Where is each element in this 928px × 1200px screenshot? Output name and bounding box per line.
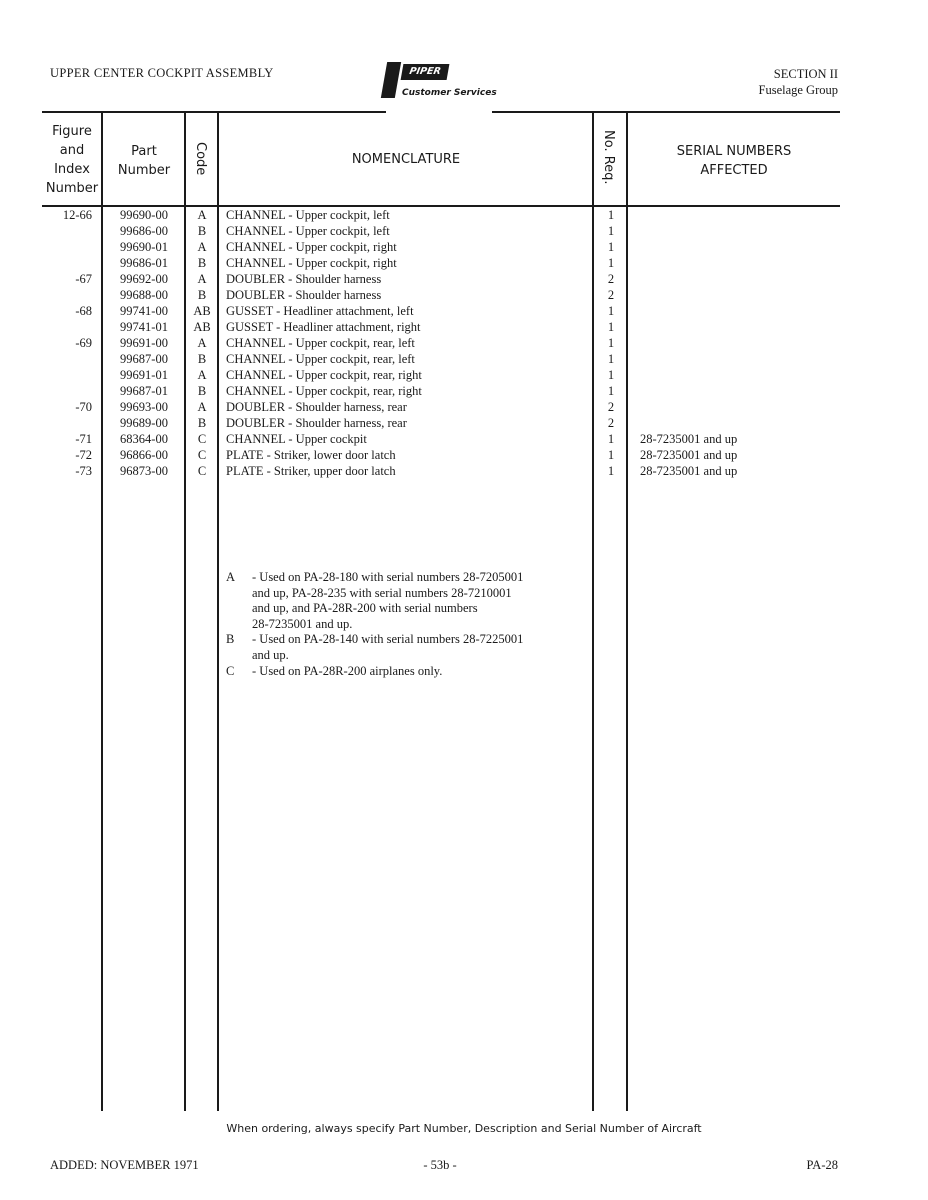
- table-top-rule-right: [492, 111, 840, 113]
- table-row: -72 96866-00 C PLATE - Striker, lower door latch 1 28-7235001 and up: [75, 448, 738, 462]
- col-header-part: Part Number: [117, 144, 171, 178]
- table-row: 99691-01 A CHANNEL - Upper cockpit, rear, right 1: [120, 368, 615, 382]
- note-b: B - Used on PA-28-140 with serial numbers 28-7225001 and up.: [226, 632, 524, 662]
- logo-mark-icon: [381, 62, 401, 98]
- table-row: 99690-01 A CHANNEL - Upper cockpit, right 1: [120, 240, 615, 254]
- table-row: -67 99692-00 A DOUBLER - Shoulder harness 2: [75, 272, 615, 286]
- model-label: PA-28: [806, 1158, 838, 1172]
- table-row: -68 99741-00 AB GUSSET - Headliner attachment, left 1: [75, 304, 615, 318]
- table-row: -73 96873-00 C PLATE - Striker, upper door latch 1 28-7235001 and up: [75, 464, 738, 478]
- table-row: 99741-01 AB GUSSET - Headliner attachment, right 1: [120, 320, 615, 334]
- table-row: 99688-00 B DOUBLER - Shoulder harness 2: [120, 288, 615, 302]
- assembly-title: UPPER CENTER COCKPIT ASSEMBLY: [50, 66, 274, 80]
- code-notes: [226, 570, 592, 679]
- table-row: 99689-00 B DOUBLER - Shoulder harness, rear 2: [120, 416, 615, 430]
- table-row: -69 99691-00 A CHANNEL - Upper cockpit, rear, left 1: [75, 336, 615, 350]
- table-row: -71 68364-00 C CHANNEL - Upper cockpit 1 28-7235001 and up: [75, 432, 738, 446]
- col-header-figure: Figure and Index Number: [45, 124, 99, 196]
- ordering-note: When ordering, always specify Part Number, Description and Serial Number of Aircraft: [226, 1122, 702, 1135]
- note-a: A - Used on PA-28-180 with serial numbers 28-7205001 and up, PA-28-235 with serial numbers 28-7210001 and up, and PA-28R-200 with serial numbers 28-7235001 and up.: [226, 570, 524, 631]
- page-number: - 53b -: [423, 1158, 457, 1172]
- table-row: -70 99693-00 A DOUBLER - Shoulder harness, rear 2: [75, 400, 615, 414]
- col-header-nomenclature: NOMENCLATURE: [351, 152, 461, 167]
- section-heading: [759, 66, 839, 98]
- note-c: C - Used on PA-28R-200 airplanes only.: [226, 663, 443, 678]
- col-header-code: Code: [193, 142, 208, 176]
- section-label: SECTION II: [773, 67, 838, 81]
- table-row: 99686-01 B CHANNEL - Upper cockpit, right 1: [120, 256, 615, 270]
- table-row: 99687-01 B CHANNEL - Upper cockpit, rear, right 1: [120, 384, 615, 398]
- col-header-serial: SERIAL NUMBERS AFFECTED: [676, 144, 792, 178]
- table-row: 99686-00 B CHANNEL - Upper cockpit, left 1: [120, 224, 615, 238]
- table-row: 12-66 99690-00 A CHANNEL - Upper cockpit, left 1: [62, 208, 615, 222]
- group-label: Fuselage Group: [758, 83, 838, 97]
- piper-logo: [380, 62, 510, 102]
- logo-text: PIPER: [401, 64, 450, 80]
- logo-subtext: Customer Services: [402, 88, 497, 98]
- col-header-no-req: No. Req.: [601, 130, 616, 185]
- added-date: ADDED: NOVEMBER 1971: [50, 1158, 199, 1172]
- table-row: 99687-00 B CHANNEL - Upper cockpit, rear, left 1: [120, 352, 615, 366]
- table-top-rule-left: [42, 111, 386, 113]
